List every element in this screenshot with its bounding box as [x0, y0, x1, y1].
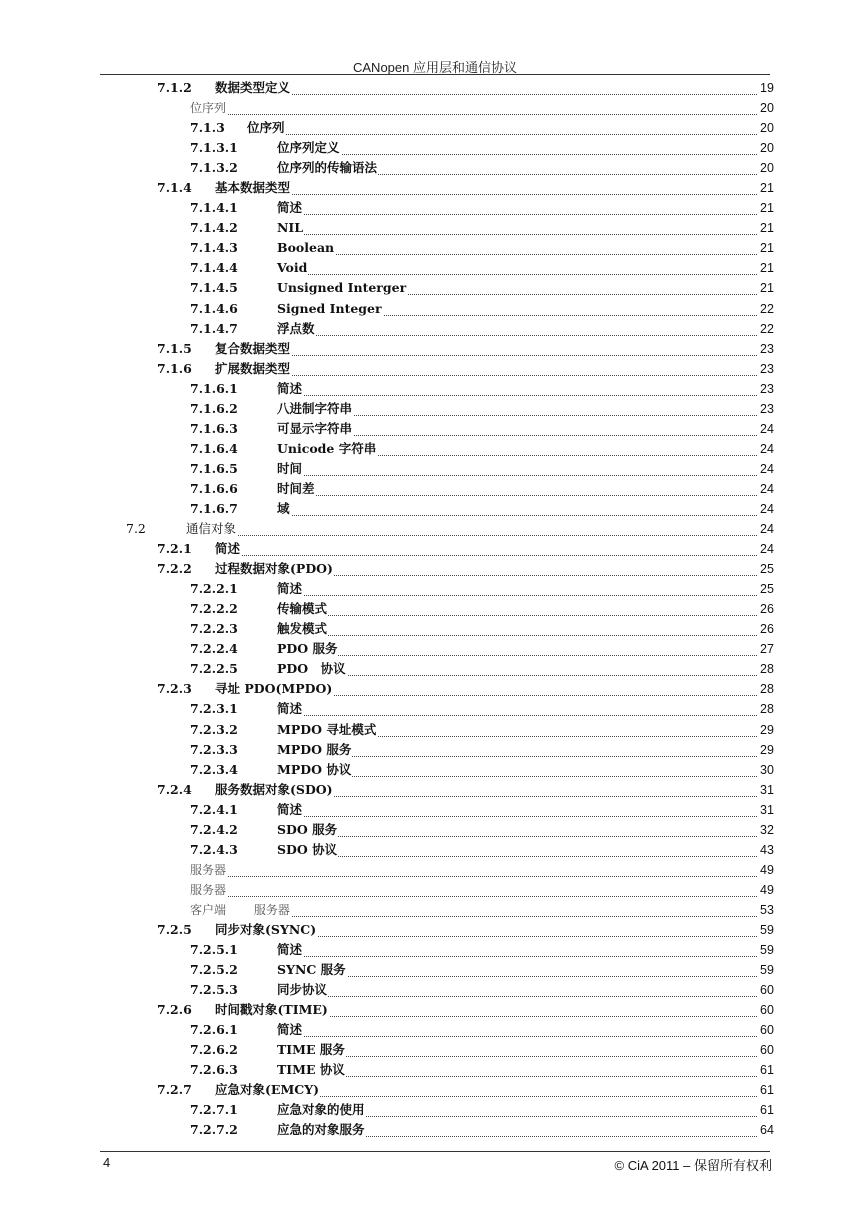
toc-entry-title: 通信对象: [186, 521, 237, 537]
toc-entry-page: 21: [760, 281, 774, 296]
toc-entry-title: 触发模式: [277, 621, 328, 637]
toc-entry-title: 位序列的传输语法: [277, 160, 378, 176]
toc-entry-number: 7.2.6.2: [190, 1042, 238, 1058]
toc-entry-title: 简述: [277, 380, 303, 396]
toc-entry-page: 27: [760, 642, 774, 657]
toc-entry-title: Boolean: [277, 240, 335, 256]
toc-entry-page: 24: [760, 461, 774, 476]
toc-entry-number: 7.1.6.4: [190, 440, 238, 456]
toc-entry-number: 7.2.4.2: [190, 821, 238, 837]
toc-entry[interactable]: [0, 519, 868, 539]
toc-entry-title: 同步对象(SYNC): [215, 921, 317, 937]
toc-dot-leader: [277, 643, 757, 656]
toc-entry-number: 7.2.5.3: [190, 982, 238, 998]
toc-entry-page: 49: [760, 862, 774, 877]
toc-entry[interactable]: [0, 579, 868, 599]
toc-entry-page: 61: [760, 1103, 774, 1118]
toc-entry-page: 43: [760, 842, 774, 857]
toc-entry-page: 24: [760, 522, 774, 537]
toc-entry-page: 25: [760, 562, 774, 577]
toc-entry-number: 7.1.6.6: [190, 480, 238, 496]
toc-entry[interactable]: [0, 299, 868, 319]
toc-dot-leader: [277, 222, 757, 235]
page-header-title: CANopen 应用层和通信协议: [353, 60, 517, 75]
toc-dot-leader: [215, 82, 757, 95]
toc-dot-leader: [190, 864, 757, 877]
toc-entry-page: 20: [760, 121, 774, 136]
toc-entry-page: 49: [760, 882, 774, 897]
toc-entry-title: Unsigned Interger: [277, 280, 407, 296]
toc-entry-title: 服务器: [190, 862, 227, 877]
toc-dot-leader: [277, 480, 757, 496]
toc-entry-title: 扩展数据类型: [215, 360, 291, 376]
toc-dot-leader: [186, 523, 757, 536]
toc-dot-leader: [277, 460, 757, 476]
toc-entry[interactable]: [0, 278, 868, 298]
toc-entry[interactable]: [0, 439, 868, 459]
toc-entry-number: 7.1.4.7: [190, 320, 238, 336]
toc-dot-leader: [277, 1044, 757, 1057]
toc-entry[interactable]: [0, 98, 868, 118]
toc-entry-page: 60: [760, 1023, 774, 1038]
toc-dot-leader: [247, 122, 757, 135]
toc-entry-number: 7.2.5.2: [190, 962, 238, 978]
toc-entry-page: 24: [760, 501, 774, 516]
toc-entry[interactable]: [0, 659, 868, 679]
toc-entry-title: SDO 服务: [277, 821, 338, 837]
toc-entry-page: 24: [760, 421, 774, 436]
toc-entry-number: 7.2.2.1: [190, 581, 238, 597]
toc-entry-title: 位序列: [190, 101, 227, 116]
toc-entry-title: 客户端 服务器: [190, 902, 290, 917]
toc-entry-number: 7.2.3.3: [190, 741, 238, 757]
toc-entry[interactable]: [0, 158, 868, 178]
toc-entry-page: 29: [760, 742, 774, 757]
header-divider: [100, 74, 770, 75]
toc-entry[interactable]: [0, 379, 868, 399]
toc-entry-page: 30: [760, 762, 774, 777]
toc-entry[interactable]: [0, 800, 868, 820]
table-of-contents: [0, 78, 868, 1140]
toc-dot-leader: [277, 242, 757, 255]
toc-dot-leader: [277, 821, 757, 837]
toc-entry-page: 31: [760, 802, 774, 817]
toc-entry-page: 53: [760, 902, 774, 917]
toc-entry[interactable]: [0, 399, 868, 419]
toc-entry-title: MPDO 服务: [277, 741, 352, 757]
toc-entry-page: 23: [760, 341, 774, 356]
toc-entry-page: 23: [760, 381, 774, 396]
toc-dot-leader: [215, 543, 757, 556]
toc-entry-page: 29: [760, 722, 774, 737]
toc-entry-title: Unicode 字符串: [277, 440, 377, 456]
toc-entry-page: 20: [760, 141, 774, 156]
toc-entry[interactable]: [0, 319, 868, 339]
toc-entry-title: 可显示字符串: [277, 420, 353, 436]
toc-entry-page: 22: [760, 301, 774, 316]
toc-entry[interactable]: [0, 1040, 868, 1060]
toc-entry[interactable]: [0, 1120, 868, 1140]
footer-page-number: 4: [103, 1155, 111, 1170]
toc-entry-number: 7.1.4.6: [190, 300, 238, 316]
toc-entry-page: 24: [760, 441, 774, 456]
toc-entry-page: 28: [760, 682, 774, 697]
toc-entry-page: 61: [760, 1083, 774, 1098]
toc-entry-number: 7.2.2.3: [190, 621, 238, 637]
toc-entry-number: 7.1.4.4: [190, 260, 238, 276]
toc-entry-title: 时间戳对象(TIME): [215, 1002, 328, 1018]
toc-entry[interactable]: [0, 459, 868, 479]
toc-dot-leader: [277, 142, 757, 155]
toc-entry-title: 过程数据对象(PDO): [215, 561, 333, 577]
toc-entry[interactable]: [0, 619, 868, 639]
toc-entry[interactable]: [0, 339, 868, 359]
toc-dot-leader: [277, 801, 757, 817]
toc-entry-number: 7.2.2.2: [190, 601, 238, 617]
toc-dot-leader: [277, 603, 757, 616]
toc-entry[interactable]: [0, 679, 868, 699]
toc-entry[interactable]: [0, 980, 868, 1000]
toc-entry[interactable]: [0, 639, 868, 659]
toc-dot-leader: [277, 841, 757, 857]
toc-entry[interactable]: [0, 599, 868, 619]
toc-entry-number: 7.2.3.2: [190, 721, 238, 737]
footer-divider: [100, 1151, 770, 1152]
toc-entry[interactable]: [0, 699, 868, 719]
toc-entry-number: 7.1.6.7: [190, 500, 238, 516]
toc-entry-title: Signed Integer: [277, 300, 382, 316]
toc-entry-title: 简述: [277, 942, 303, 958]
toc-dot-leader: [277, 623, 757, 636]
toc-entry-page: 61: [760, 1063, 774, 1078]
toc-entry-number: 7.2.2.4: [190, 641, 238, 657]
toc-entry[interactable]: [0, 539, 868, 559]
toc-entry-title: 简述: [277, 801, 303, 817]
toc-entry[interactable]: [0, 860, 868, 880]
toc-entry-title: TIME 协议: [277, 1062, 345, 1078]
toc-entry-title: 简述: [277, 1022, 303, 1038]
toc-entry[interactable]: [0, 780, 868, 800]
toc-entry[interactable]: [0, 1020, 868, 1040]
toc-entry-number: 7.1.3.2: [190, 160, 238, 176]
toc-entry-number: 7.1.3.1: [190, 140, 238, 156]
toc-entry-number: 7.2: [126, 521, 146, 537]
toc-entry[interactable]: [0, 479, 868, 499]
toc-entry-number: 7.2.6: [157, 1002, 192, 1018]
toc-dot-leader: [277, 1024, 757, 1037]
toc-entry-title: Void: [277, 260, 308, 276]
toc-entry[interactable]: [0, 1100, 868, 1120]
toc-entry-page: 21: [760, 201, 774, 216]
toc-entry-page: 28: [760, 702, 774, 717]
toc-entry-number: 7.2.7: [157, 1082, 192, 1098]
toc-entry-number: 7.2.6.1: [190, 1022, 238, 1038]
toc-dot-leader: [277, 380, 757, 396]
toc-entry-page: 59: [760, 963, 774, 978]
toc-entry[interactable]: [0, 218, 868, 238]
toc-entry-number: 7.1.6: [157, 360, 192, 376]
toc-entry-number: 7.2.7.1: [190, 1102, 238, 1118]
toc-entry-number: 7.1.4.2: [190, 220, 238, 236]
toc-dot-leader: [277, 1064, 757, 1077]
toc-dot-leader: [277, 202, 757, 215]
toc-entry[interactable]: [0, 740, 868, 760]
toc-entry-title: 传输模式: [277, 601, 328, 617]
toc-entry-title: 复合数据类型: [215, 340, 291, 356]
toc-entry-title: 时间: [277, 460, 303, 476]
toc-dot-leader: [277, 320, 757, 336]
toc-dot-leader: [277, 964, 757, 977]
toc-entry-page: 19: [760, 81, 774, 95]
toc-entry-number: 7.1.2: [157, 80, 192, 95]
toc-entry[interactable]: [0, 359, 868, 379]
toc-entry[interactable]: [0, 419, 868, 439]
toc-dot-leader: [190, 884, 757, 897]
toc-entry-page: 60: [760, 1043, 774, 1058]
toc-entry[interactable]: [0, 138, 868, 158]
toc-entry-title: 简述: [277, 581, 303, 597]
toc-entry-title: MPDO 协议: [277, 761, 352, 777]
toc-entry-title: SYNC 服务: [277, 962, 346, 978]
toc-entry-page: 24: [760, 542, 774, 557]
toc-entry[interactable]: [0, 900, 868, 920]
toc-dot-leader: [277, 944, 757, 957]
toc-dot-leader: [277, 703, 757, 716]
toc-entry-page: 26: [760, 622, 774, 637]
toc-entry-title: 应急对象的使用: [277, 1102, 365, 1118]
toc-dot-leader: [215, 360, 757, 376]
toc-entry-number: 7.1.6.2: [190, 400, 238, 416]
toc-entry[interactable]: [0, 258, 868, 278]
toc-entry-number: 7.1.4.3: [190, 240, 238, 256]
toc-entry-number: 7.1.6.3: [190, 420, 238, 436]
toc-entry-title: 位序列: [247, 120, 285, 136]
toc-entry[interactable]: [0, 820, 868, 840]
toc-dot-leader: [277, 663, 757, 676]
toc-entry-title: 同步协议: [277, 982, 328, 998]
toc-dot-leader: [277, 984, 757, 997]
toc-entry[interactable]: [0, 920, 868, 940]
toc-entry-title: PDO 协议: [277, 661, 346, 677]
toc-entry-title: 八进制字符串: [277, 400, 353, 416]
toc-dot-leader: [277, 262, 757, 275]
toc-entry[interactable]: [0, 1060, 868, 1080]
toc-entry-page: 26: [760, 602, 774, 617]
toc-entry[interactable]: [0, 1000, 868, 1020]
toc-entry-number: 7.1.6.5: [190, 460, 238, 476]
toc-entry-number: 7.2.3: [157, 681, 192, 697]
toc-entry-page: 22: [760, 321, 774, 336]
toc-entry-page: 59: [760, 922, 774, 937]
toc-entry-title: 浮点数: [277, 320, 315, 336]
toc-entry-number: 7.2.3.4: [190, 761, 238, 777]
toc-entry-page: 21: [760, 261, 774, 276]
toc-entry[interactable]: [0, 760, 868, 780]
toc-entry-page: 28: [760, 662, 774, 677]
toc-entry-number: 7.1.6.1: [190, 380, 238, 396]
toc-entry-title: 时间差: [277, 480, 315, 496]
toc-entry-page: 21: [760, 181, 774, 196]
toc-dot-leader: [190, 102, 757, 115]
toc-entry-number: 7.2.4.1: [190, 801, 238, 817]
toc-entry-number: 7.1.4.1: [190, 200, 238, 216]
toc-entry-title: PDO 服务: [277, 641, 338, 657]
toc-entry-title: 数据类型定义: [215, 80, 291, 95]
toc-entry[interactable]: [0, 960, 868, 980]
toc-entry-page: 23: [760, 401, 774, 416]
toc-entry-number: 7.2.2: [157, 561, 192, 577]
toc-entry-title: 域: [277, 500, 290, 516]
toc-entry-page: 21: [760, 221, 774, 236]
toc-entry-number: 7.2.3.1: [190, 701, 238, 717]
toc-entry-number: 7.2.4: [157, 781, 192, 797]
toc-entry-title: 应急的对象服务: [277, 1122, 365, 1138]
toc-entry[interactable]: [0, 880, 868, 900]
toc-entry[interactable]: [0, 118, 868, 138]
toc-entry-page: 23: [760, 361, 774, 376]
footer-copyright: © CiA 2011 – 保留所有权利: [614, 1158, 772, 1173]
toc-dot-leader: [215, 182, 757, 195]
toc-entry-title: 应急对象(EMCY): [215, 1082, 320, 1098]
toc-entry-page: 60: [760, 983, 774, 998]
toc-entry-page: 59: [760, 943, 774, 958]
toc-entry-page: 21: [760, 241, 774, 256]
toc-entry-title: TIME 服务: [277, 1042, 345, 1058]
toc-entry[interactable]: [0, 178, 868, 198]
toc-dot-leader: [277, 583, 757, 596]
toc-entry-title: 简述: [277, 200, 303, 216]
toc-entry-page: 64: [760, 1123, 774, 1138]
toc-entry-number: 7.1.5: [157, 340, 192, 356]
toc-entry-title: SDO 协议: [277, 841, 338, 857]
toc-entry-page: 20: [760, 161, 774, 176]
toc-entry-number: 7.1.4.5: [190, 280, 238, 296]
toc-entry-page: 24: [760, 481, 774, 496]
toc-entry-title: 简述: [277, 701, 303, 717]
toc-entry[interactable]: [0, 198, 868, 218]
toc-entry-title: 服务器: [190, 882, 227, 897]
toc-entry-number: 7.2.2.5: [190, 661, 238, 677]
toc-entry[interactable]: [0, 499, 868, 519]
toc-entry-page: 60: [760, 1003, 774, 1018]
toc-entry-title: NIL: [277, 220, 304, 236]
toc-entry[interactable]: [0, 238, 868, 258]
toc-entry-title: 服务数据对象(SDO): [215, 781, 333, 797]
toc-entry-title: 基本数据类型: [215, 180, 291, 196]
toc-entry-number: 7.2.5.1: [190, 942, 238, 958]
toc-entry-number: 7.2.7.2: [190, 1122, 238, 1138]
toc-entry-title: MPDO 寻址模式: [277, 721, 377, 737]
toc-entry[interactable]: [0, 78, 868, 98]
toc-entry[interactable]: [0, 1080, 868, 1100]
toc-entry-number: 7.2.1: [157, 541, 192, 557]
toc-entry-number: 7.2.6.3: [190, 1062, 238, 1078]
toc-entry-page: 31: [760, 782, 774, 797]
toc-entry-page: 20: [760, 101, 774, 116]
toc-entry-title: 寻址 PDO(MPDO): [215, 681, 333, 697]
toc-dot-leader: [215, 340, 757, 356]
toc-entry-number: 7.2.5: [157, 921, 192, 937]
toc-entry-page: 32: [760, 822, 774, 837]
toc-entry[interactable]: [0, 940, 868, 960]
toc-entry-title: 位序列定义: [277, 140, 340, 156]
toc-entry[interactable]: [0, 559, 868, 579]
toc-entry-title: 简述: [215, 541, 241, 557]
toc-entry[interactable]: [0, 720, 868, 740]
toc-entry-number: 7.1.4: [157, 180, 192, 196]
toc-entry[interactable]: [0, 840, 868, 860]
toc-dot-leader: [277, 500, 757, 516]
toc-entry-page: 25: [760, 582, 774, 597]
toc-entry-number: 7.2.4.3: [190, 841, 238, 857]
toc-entry-number: 7.1.3: [190, 120, 225, 136]
